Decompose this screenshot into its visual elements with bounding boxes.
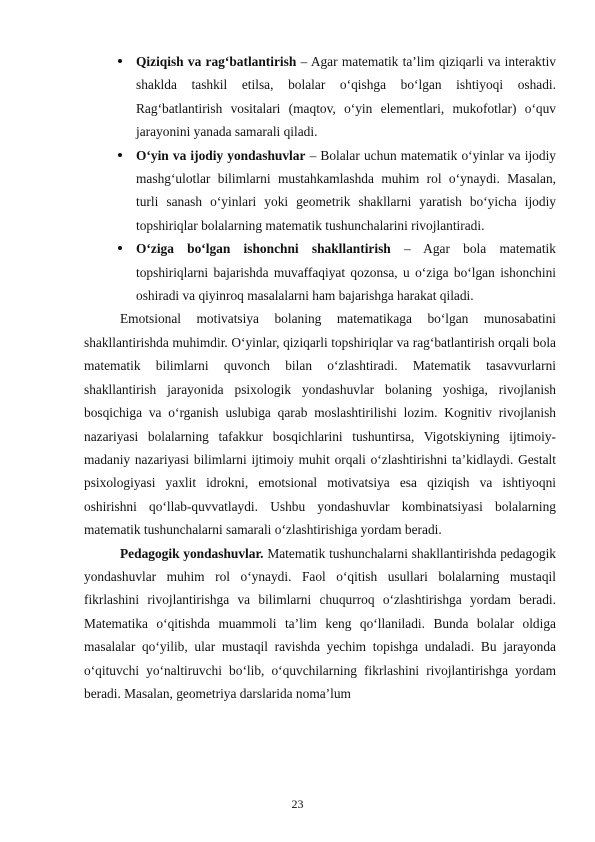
bullet-text: – Agar matematik ta’lim qiziqarli va interaktiv shaklda tashkil etilsa, bolalar o‘qishga bo‘lgan ishtiyoqi oshadi. Rag‘batlantirish vositalari (maqtov, o‘yin elementlari, mukofotlar) o‘quv jarayonini yanada samarali qiladi. [136,54,556,140]
bullet-icon [118,59,122,63]
bullet-term: O‘ziga bo‘lgan ishonchni shakllantirish [136,241,391,257]
paragraph-emotional-motivation: Emotsional motivatsiya bolaning matematikaga bo‘lgan munosabatini shakllantirishda muhimdir. O‘yinlar, qiziqarli topshiriqlar va rag‘batlantirish orqali bola matematik bilimlarni quvonch bilan o‘zlashtiradi. Matematik tasavvurlarni shakllantirish jarayonida psixologik yondashuvlar bolaning yoshiga, rivojlanish bosqichiga va o‘rganish uslubiga qarab moslashtirilishi lozim. Kognitiv rivojlanish nazariyasi bolalarning tafakkur bosqichlarini tushuntirsa, Vigotskiyning ijtimoiy-madaniy nazariyasi bilimlarni ijtimoiy muhit orqali o‘zlashtirishni ta’kidlaydi. Gestalt psixologiyasi yaxlit idrokni, emotsional motivatsiya esa qiziqish va ishtiyoqni oshirishni qo‘llab-quvvatlaydi. Ushbu yondashuvlar kombinatsiyasi bolalarning matematik tushunchalarni samarali o‘zlashtirishiga yordam beradi. [84,311,556,538]
paragraph-pedagogical-approaches [84,542,556,706]
bullet-text: – Agar bola matematik topshiriqlarni bajarishda muvaffaqiyat qozonsa, u o‘ziga bo‘lgan ishonchini oshiradi va qiyinroq masalalarni ham bajarishga harakat qiladi. [136,241,556,304]
section-heading: Pedagogik yondashuvlar. [120,545,264,561]
page-body [84,50,556,705]
bullet-term: O‘yin va ijodiy yondashuvlar [136,147,306,163]
page-number: 23 [291,797,304,811]
paragraph-text: Matematik tushunchalarni shakllantirishda pedagogik yondashuvlar muhim rol o‘ynaydi. Faol o‘qitish usullari bolalarning mustaqil fikrlashini rivojlantirishga va bilimlarni chuqurroq o‘zlashtirishga yordam beradi. Matematika o‘qitishda muammoli ta’lim keng qo‘llaniladi. Bunda bolalar oldiga masalalar qo‘yilib, ular mustaqil ravishda yechim topishga undaladi. Bu jarayonda o‘qituvchi yo‘naltiruvchi bo‘lib, o‘quvchilarning fikrlashini rivojlantirishga yordam beradi. Masalan, geometriya darslarida noma’lum [84,545,556,701]
bullet-item-games [84,144,556,238]
bullet-icon [118,153,122,157]
bullet-term: Qiziqish va rag‘batlantirish [136,54,297,69]
bullet-item-confidence [84,237,556,307]
bullet-text: – Bolalar uchun matematik o‘yinlar va ijodiy mashg‘ulotlar bilimlarni mustahkamlashda muhim rol o‘ynaydi. Masalan, turli sanash o‘yinlari yoki geometrik shakllarni yaratish bo‘yicha ijodiy topshiriqlar bolalarning matematik tushunchalarini rivojlantiradi. [136,147,556,233]
bullet-item-interest [84,50,556,144]
